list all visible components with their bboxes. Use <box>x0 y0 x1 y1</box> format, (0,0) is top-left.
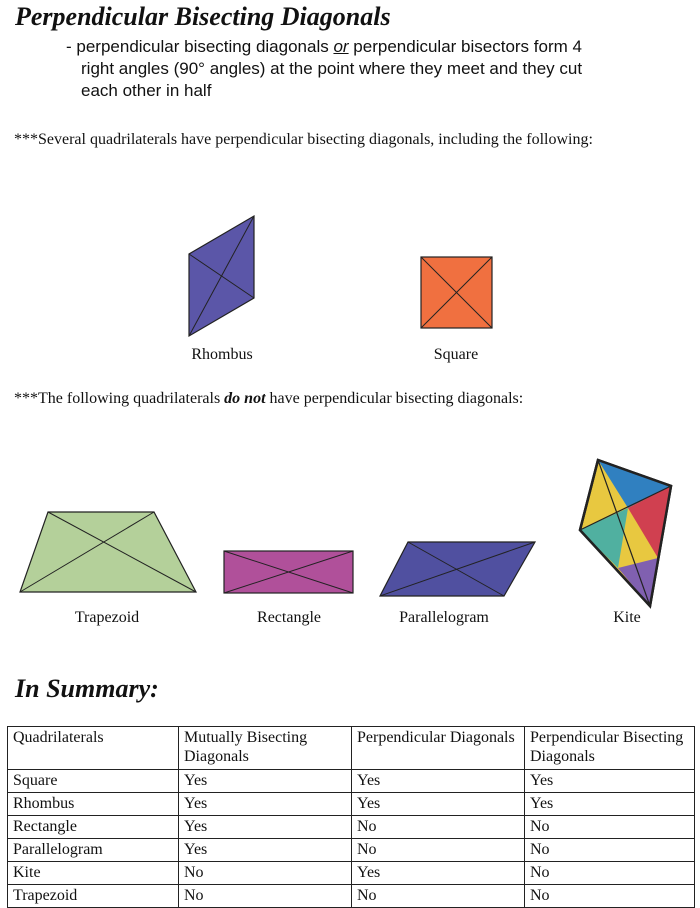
table-row <box>8 862 695 885</box>
table-header-cell: Quadrilaterals <box>8 727 179 770</box>
table-cell: Yes <box>179 839 352 862</box>
summary-table <box>7 726 695 908</box>
table-cell: Yes <box>179 793 352 816</box>
table-header-cell: Mutually Bisecting Diagonals <box>179 727 352 770</box>
note-not-emphasis: do not <box>224 390 266 407</box>
table-cell: Parallelogram <box>8 839 179 862</box>
definition-line-2: right angles (90° angles) at the point where they meet and they cut <box>81 59 583 78</box>
table-cell: Kite <box>8 862 179 885</box>
table-cell: No <box>525 839 695 862</box>
rectangle-figure <box>223 550 355 595</box>
definition-suffix: perpendicular bisectors form 4 <box>348 37 582 56</box>
kite-figure <box>578 458 674 610</box>
table-cell: Yes <box>352 793 525 816</box>
table-cell: No <box>352 816 525 839</box>
rhombus-label: Rhombus <box>191 346 253 363</box>
table-cell: No <box>179 862 352 885</box>
table-cell: Rectangle <box>8 816 179 839</box>
table-cell: Rhombus <box>8 793 179 816</box>
table-header-row <box>8 727 695 770</box>
rhombus-figure <box>186 214 258 338</box>
square-figure <box>420 256 494 330</box>
square-label: Square <box>433 346 479 363</box>
table-cell: Trapezoid <box>8 885 179 908</box>
summary-title: In Summary: <box>15 674 159 703</box>
table-header-cell: Perpendicular Bisecting Diagonals <box>525 727 695 770</box>
table-row <box>8 816 695 839</box>
definition-or: or <box>333 37 349 56</box>
table-cell: Yes <box>352 770 525 793</box>
table-row <box>8 793 695 816</box>
parallelogram-figure <box>378 540 538 598</box>
table-cell: No <box>525 862 695 885</box>
parallelogram-label: Parallelogram <box>399 609 489 626</box>
table-cell: No <box>525 885 695 908</box>
table-cell: No <box>525 816 695 839</box>
table-header-cell: Perpendicular Diagonals <box>352 727 525 770</box>
note-not-diagonals <box>14 389 674 409</box>
table-row <box>8 885 695 908</box>
table-cell: Yes <box>179 816 352 839</box>
table-cell: Square <box>8 770 179 793</box>
note-have-diagonals <box>14 130 674 150</box>
table-cell: Yes <box>525 793 695 816</box>
table-cell: No <box>352 885 525 908</box>
table-row <box>8 839 695 862</box>
page-title: Perpendicular Bisecting Diagonals <box>15 2 391 31</box>
table-cell: Yes <box>352 862 525 885</box>
table-row <box>8 770 695 793</box>
trapezoid-figure <box>18 510 198 595</box>
note-not-suffix: have perpendicular bisecting diagonals: <box>265 390 524 407</box>
trapezoid-label: Trapezoid <box>74 609 140 626</box>
definition-text <box>66 36 686 102</box>
note-not-prefix: ***The following quadrilaterals <box>14 390 225 407</box>
table-cell: No <box>179 885 352 908</box>
rectangle-label: Rectangle <box>257 609 321 626</box>
definition-line-3: each other in half <box>81 81 212 100</box>
definition-prefix: - perpendicular bisecting diagonals <box>66 37 334 56</box>
note-have-text: ***Several quadrilaterals have perpendicular bisecting diagonals, including the following: <box>14 131 593 148</box>
table-cell: Yes <box>525 770 695 793</box>
table-cell: No <box>352 839 525 862</box>
table-cell: Yes <box>179 770 352 793</box>
kite-label: Kite <box>613 609 641 626</box>
trapezoid-shape <box>20 512 196 592</box>
